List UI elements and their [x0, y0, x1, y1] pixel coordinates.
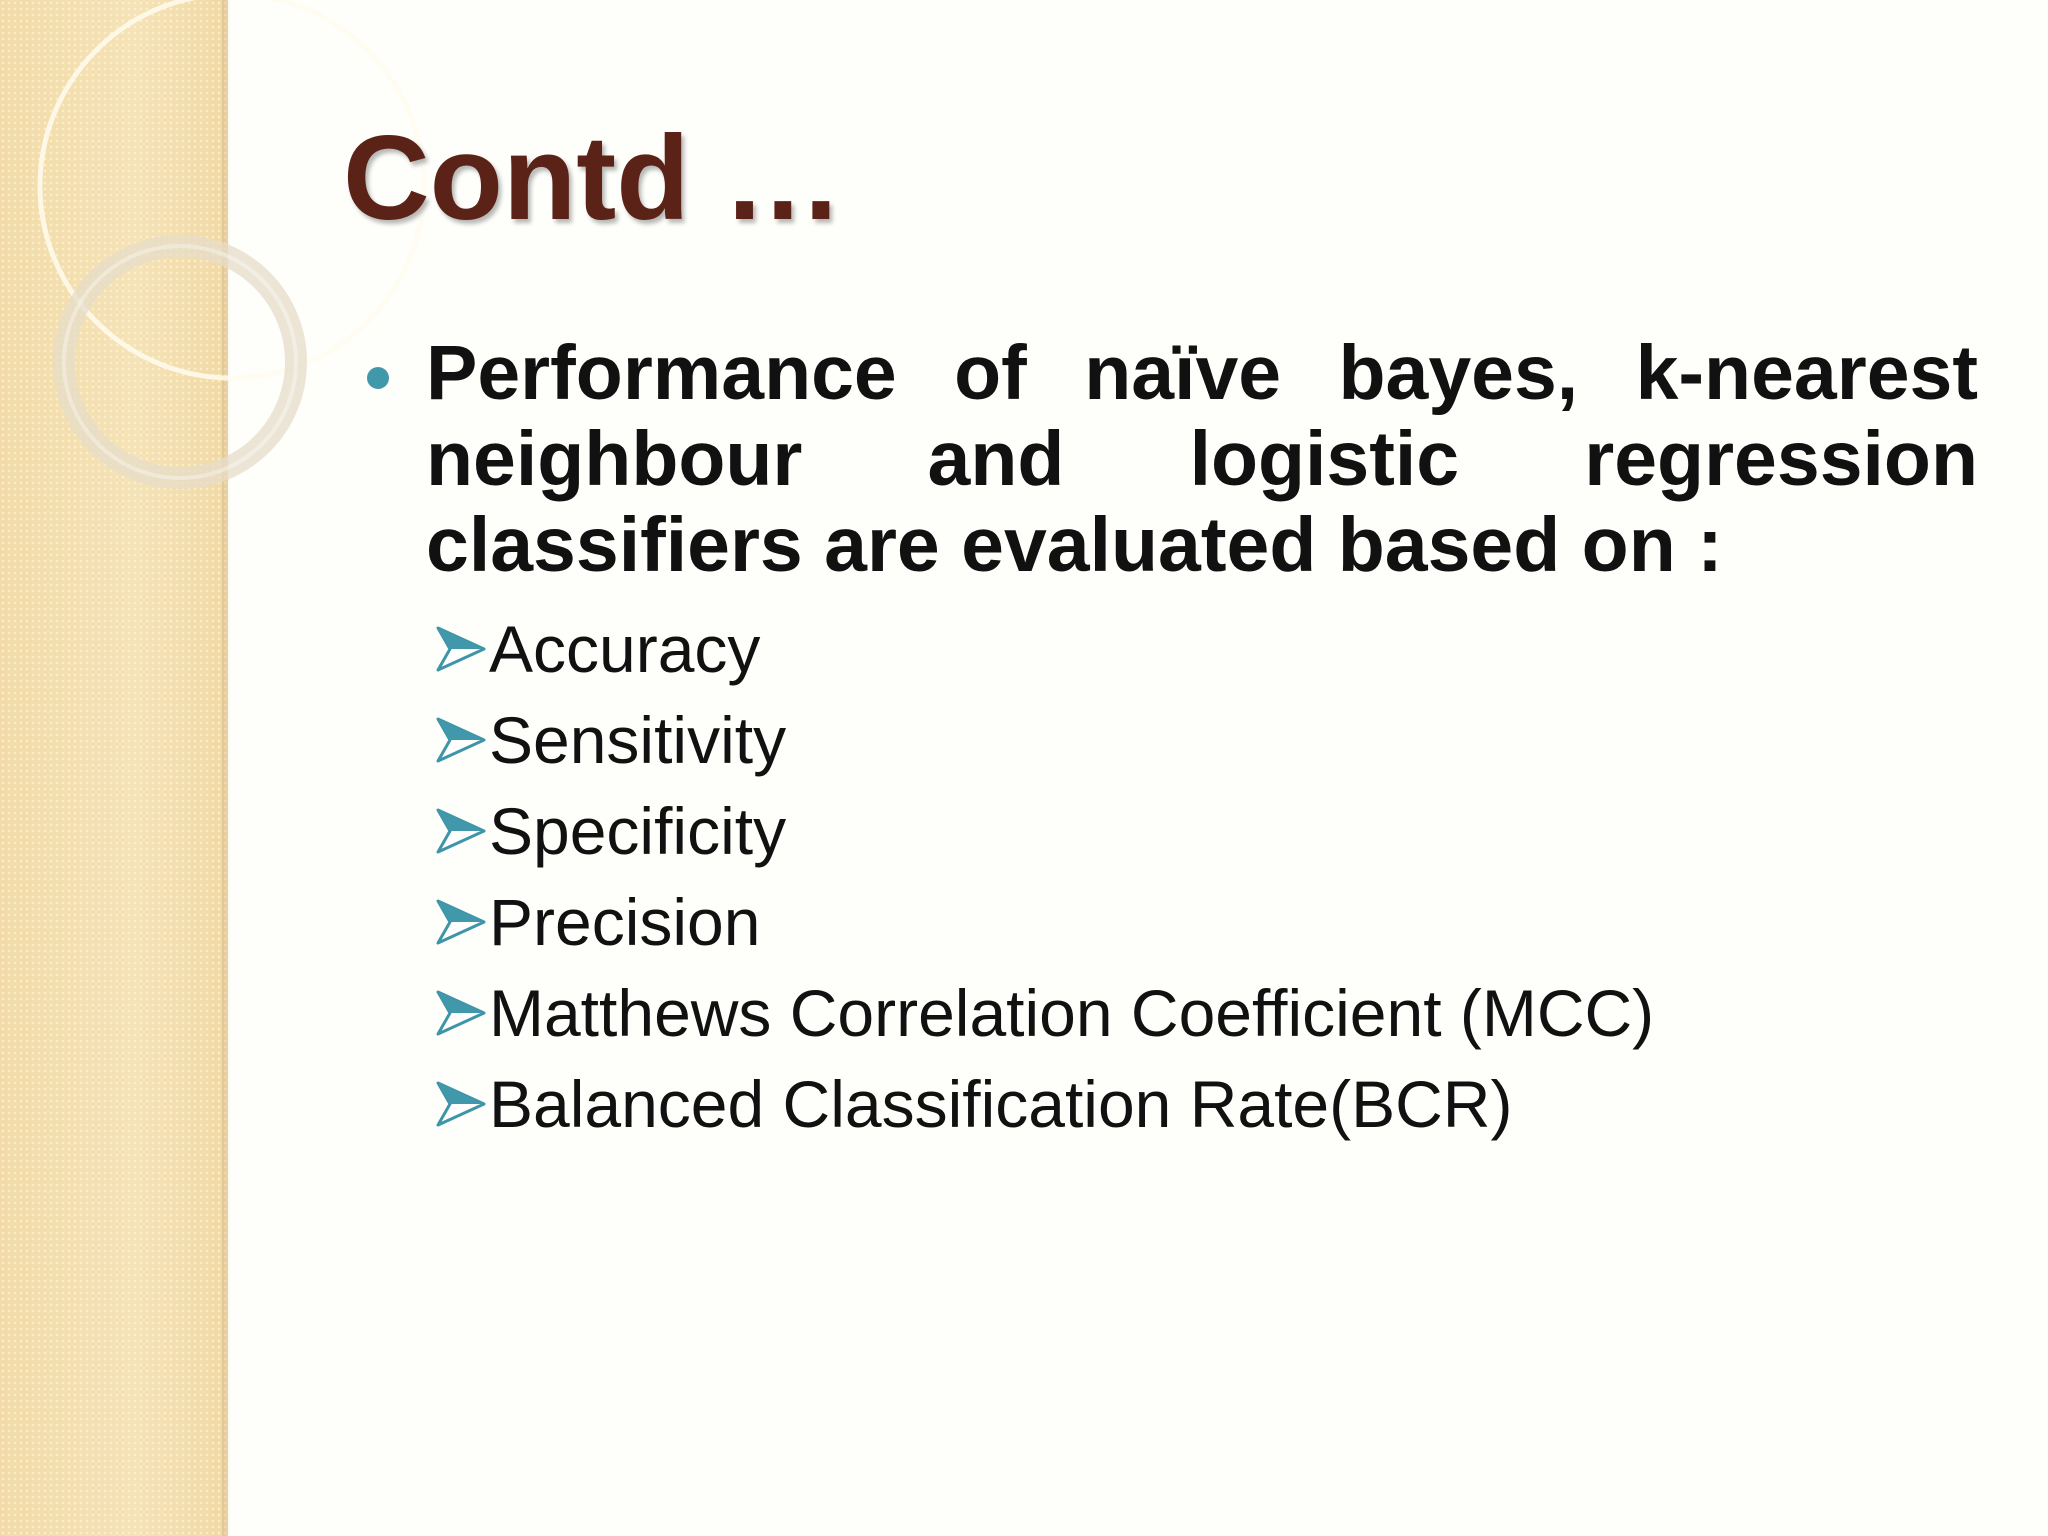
bullet-dot-icon — [367, 367, 389, 389]
decorative-rings — [0, 0, 460, 560]
list-item — [436, 1058, 1654, 1149]
list-item — [436, 603, 1654, 694]
list-item-label: Accuracy — [489, 611, 761, 686]
list-item-label: Specificity — [489, 793, 787, 868]
main-bullet-text: Performance of naïve bayes, k-nearest neighbour and logistic regression classifiers are evaluated based on : — [426, 330, 1978, 588]
list-item-label: Balanced Classification Rate(BCR) — [489, 1066, 1513, 1141]
arrow-bullet-icon — [436, 988, 486, 1038]
small-ring-highlight — [64, 246, 296, 478]
arrow-bullet-icon — [436, 806, 486, 856]
list-item — [436, 876, 1654, 967]
list-item-label: Matthews Correlation Coefficient (MCC) — [489, 975, 1655, 1050]
slide-title: Contd … — [343, 111, 843, 245]
list-item — [436, 694, 1654, 785]
list-item — [436, 785, 1654, 876]
metrics-list — [436, 603, 1654, 1149]
arrow-bullet-icon — [436, 1079, 486, 1129]
list-item-label: Sensitivity — [489, 702, 787, 777]
list-item-label: Precision — [489, 884, 761, 959]
arrow-bullet-icon — [436, 624, 486, 674]
list-item — [436, 967, 1654, 1058]
arrow-bullet-icon — [436, 897, 486, 947]
arrow-bullet-icon — [436, 715, 486, 765]
